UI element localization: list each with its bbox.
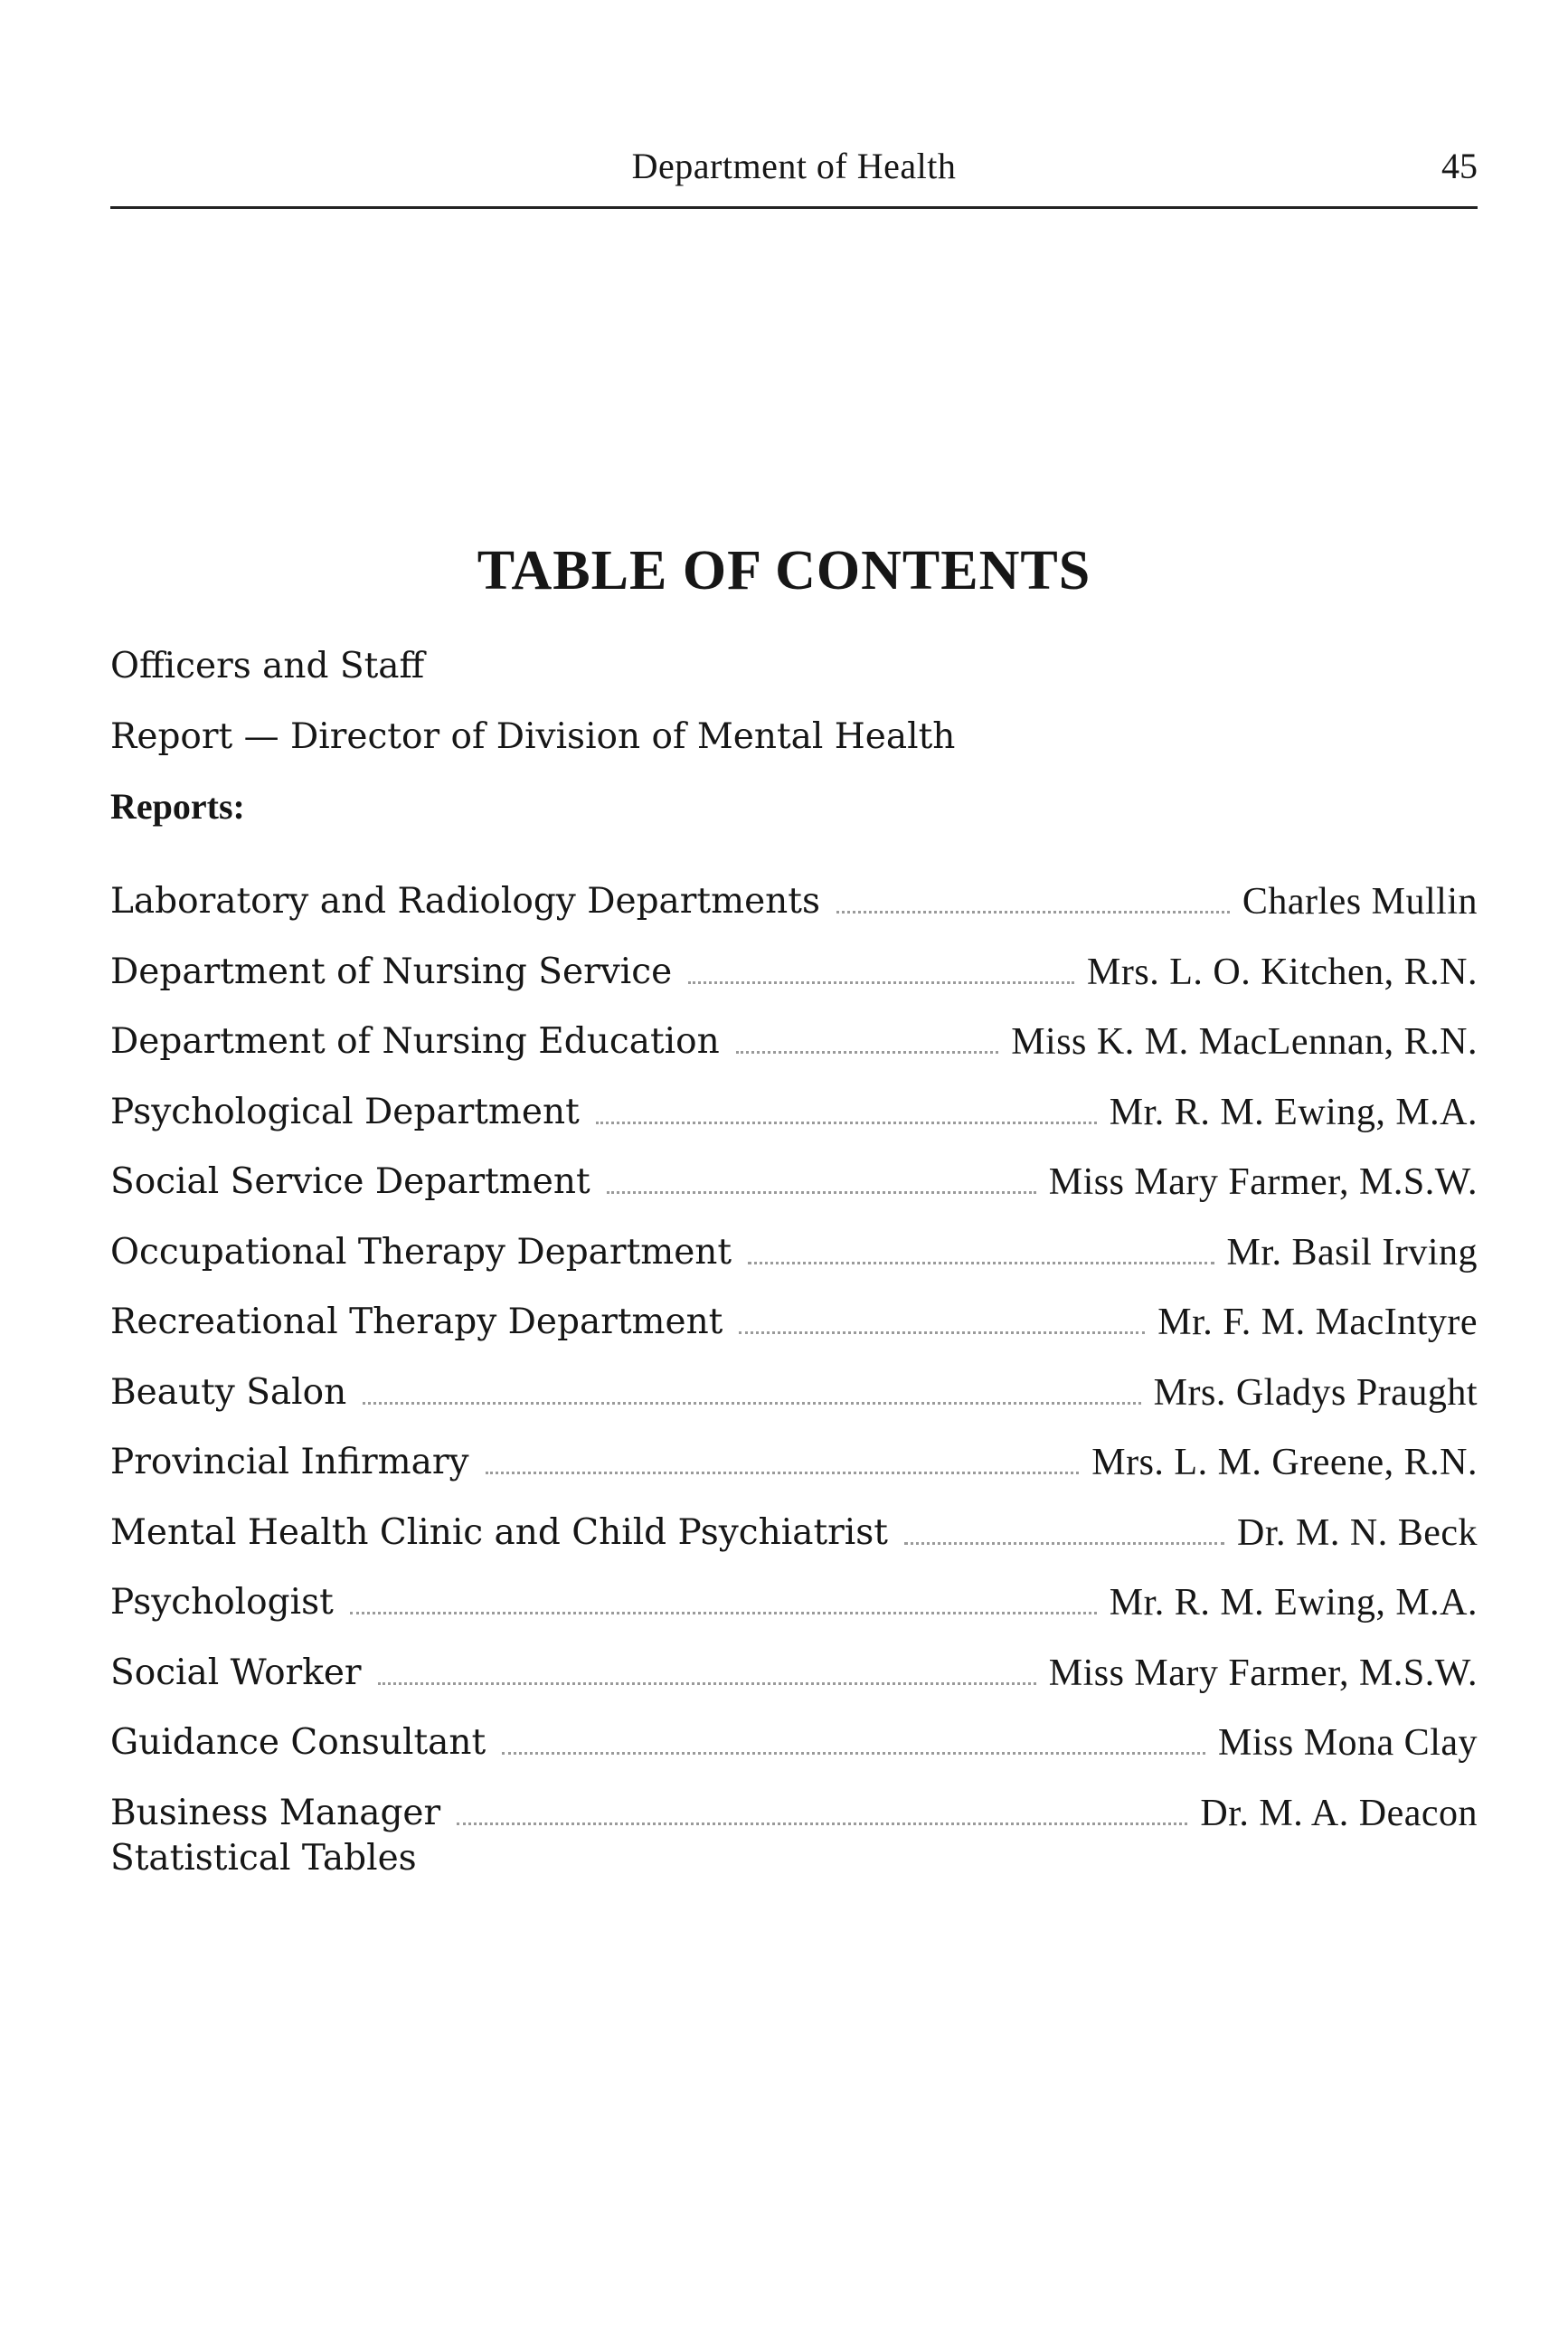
toc-entry [110, 1345, 1478, 1415]
entry-department: Mental Health Clinic and Child Psychiatrist [110, 1511, 888, 1553]
table-of-contents [110, 644, 1478, 1906]
dot-leader [457, 1822, 1187, 1825]
entry-department: Provincial Infirmary [110, 1442, 469, 1482]
reports-label: Reports: [110, 786, 245, 827]
entry-person: Mrs. L. M. Greene, R.N. [1091, 1442, 1478, 1483]
toc-entry [110, 1205, 1478, 1275]
dot-leader [502, 1752, 1205, 1755]
dot-leader [486, 1472, 1080, 1474]
entry-department: Beauty Salon [110, 1371, 347, 1413]
toc-entry [110, 1696, 1478, 1766]
toc-entry [110, 1556, 1478, 1626]
toc-entry [110, 855, 1478, 925]
entry-department: Laboratory and Radiology Departments [110, 881, 820, 922]
dot-leader [836, 911, 1230, 914]
entry-person: Miss Mary Farmer, M.S.W. [1048, 1161, 1478, 1203]
running-title: Department of Health [631, 146, 957, 186]
entry-person: Miss K. M. MacLennan, R.N. [1011, 1021, 1478, 1063]
dot-leader [607, 1191, 1036, 1194]
dot-leader [378, 1682, 1036, 1685]
entry-department: Social Service Department [110, 1161, 590, 1202]
dot-leader [739, 1331, 1145, 1334]
entry-department: Business Manager [110, 1792, 441, 1833]
entry-person: Miss Mary Farmer, M.S.W. [1048, 1652, 1478, 1694]
statistical-tables-text: Statistical Tables [110, 1837, 417, 1879]
entry-department: Department of Nursing Service [110, 951, 673, 992]
report-entries [110, 855, 1478, 1836]
page-number: 45 [1441, 146, 1478, 186]
dot-leader [748, 1262, 1214, 1264]
dot-leader [736, 1051, 999, 1054]
entry-person: Mr. F. M. MacIntyre [1157, 1302, 1478, 1343]
running-header [110, 145, 1478, 195]
entry-department: Social Worker [110, 1652, 362, 1693]
toc-entry [110, 1766, 1478, 1836]
entry-person: Mrs. L. O. Kitchen, R.N. [1087, 951, 1478, 993]
entry-person: Dr. M. A. Deacon [1200, 1792, 1478, 1834]
entry-department: Psychologist [110, 1582, 334, 1623]
dot-leader [904, 1542, 1224, 1545]
entry-department: Department of Nursing Education [110, 1021, 720, 1062]
entry-person: Mr. R. M. Ewing, M.A. [1109, 1582, 1478, 1624]
director-report-text: Report — Director of Division of Mental Health [110, 715, 956, 757]
toc-entry [110, 1415, 1478, 1486]
toc-entry [110, 1275, 1478, 1346]
toc-entry [110, 995, 1478, 1065]
toc-entry [110, 1485, 1478, 1556]
entry-department: Recreational Therapy Department [110, 1302, 723, 1342]
toc-line-director-report [110, 715, 1478, 785]
toc-entry [110, 1135, 1478, 1206]
toc-entry [110, 1065, 1478, 1135]
toc-entry [110, 924, 1478, 995]
entry-person: Mrs. Gladys Praught [1153, 1371, 1478, 1414]
entry-person: Dr. M. N. Beck [1237, 1511, 1478, 1554]
entry-department: Psychological Department [110, 1091, 580, 1132]
toc-line-statistical-tables [110, 1836, 1478, 1907]
entry-person: Miss Mona Clay [1217, 1722, 1478, 1764]
dot-leader [363, 1402, 1140, 1405]
entry-person: Mr. Basil Irving [1226, 1231, 1478, 1273]
toc-heading: TABLE OF CONTENTS [477, 540, 1091, 601]
entry-department: Occupational Therapy Department [110, 1231, 732, 1273]
toc-entry [110, 1625, 1478, 1696]
dot-leader [688, 981, 1074, 984]
toc-line-reports-label [110, 784, 1478, 855]
header-rule [110, 206, 1478, 209]
dot-leader [350, 1612, 1097, 1614]
entry-department: Guidance Consultant [110, 1722, 486, 1763]
entry-person: Charles Mullin [1242, 881, 1478, 923]
entry-person: Mr. R. M. Ewing, M.A. [1109, 1091, 1478, 1133]
dot-leader [596, 1122, 1097, 1124]
toc-line-officers [110, 644, 1478, 715]
officers-and-staff-text: Officers and Staff [110, 646, 425, 686]
